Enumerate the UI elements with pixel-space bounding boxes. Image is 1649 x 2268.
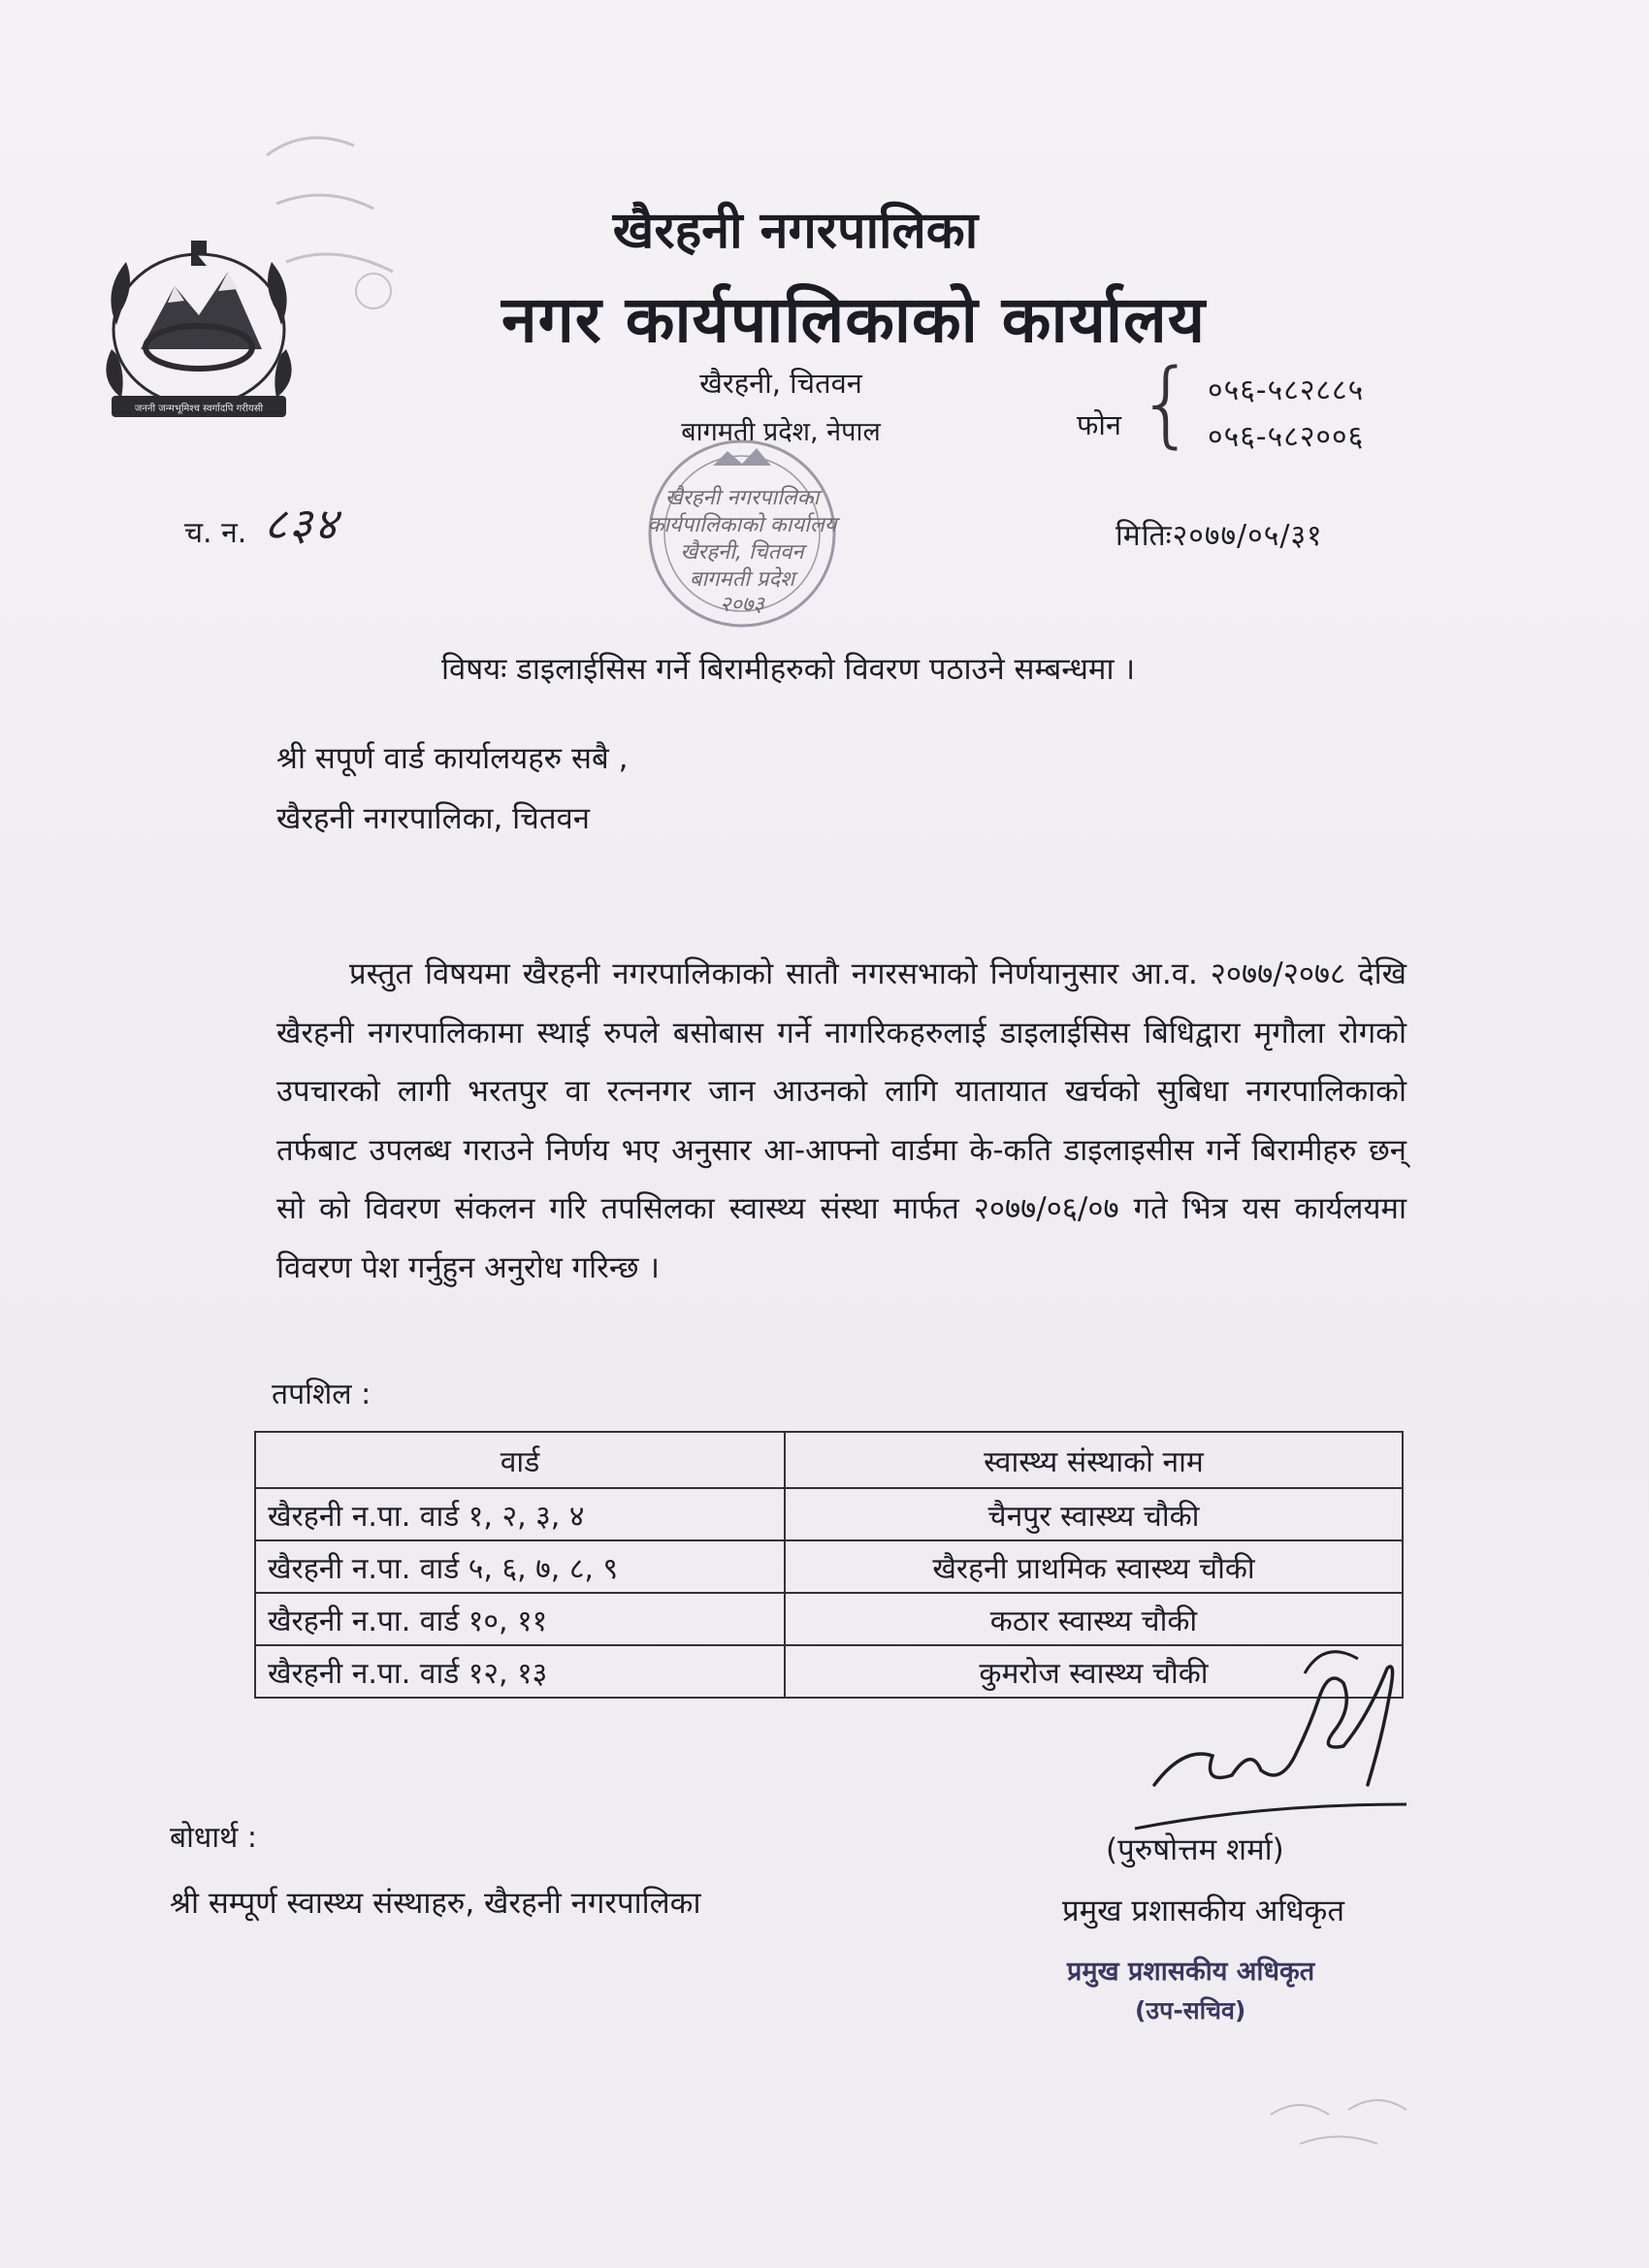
ward-cell: खैरहनी न.पा. वार्ड १०, ११ xyxy=(255,1593,785,1645)
office-title: नगर कार्यपालिकाको कार्यालय xyxy=(501,282,1206,357)
signatory-name: (पुरुषोत्तम शर्मा) xyxy=(1106,1832,1284,1867)
schedule-label: तपशिल : xyxy=(272,1377,372,1411)
phone-brace: { xyxy=(1137,349,1197,458)
institution-cell: चैनपुर स्वास्थ्य चौकी xyxy=(785,1488,1403,1540)
phone-label: फोन xyxy=(1077,408,1121,441)
registration-stamp-mark xyxy=(247,116,441,330)
svg-text:कार्यपालिकाको कार्यालय: कार्यपालिकाको कार्यालय xyxy=(647,513,837,537)
office-seal-stamp xyxy=(621,427,863,650)
table-header-row xyxy=(255,1432,1403,1488)
column-header-institution: स्वास्थ्य संस्थाको नाम xyxy=(785,1432,1403,1488)
addressee-line-2: खैरहनी नगरपालिका, चितवन xyxy=(276,801,590,836)
letter-body: प्रस्तुत विषयमा खैरहनी नगरपालिकाको सातौ नगरसभाको निर्णयानुसार आ.व. २०७७/२०७८ देखि खैरहनी नगरपालिकामा स्थाई रुपले बसोबास गर्ने नागरिकहरुलाई डाइलाईसिस बिधिद्वारा मृगौला रोगको उपचारको लागी भरतपुर वा रत्ननगर जान आउनको लागि यातायात खर्चको सुबिधा नगरपालिकाको तर्फबाट उपलब्ध गराउने निर्णय भए अनुसार आ-आफ्नो वार्डमा के-कति डाइलाइसीस गर्ने बिरामीहरु छन् सो को विवरण संकलन गरि तपसिलका स्वास्थ्य संस्था मार्फत २०७७/०६/०७ गते भित्र यस कार्यलयमा विवरण पेश गर्नुहुन अनुरोध गरिन्छ । xyxy=(276,956,1406,1285)
institution-cell: कुमरोज स्वास्थ्य चौकी xyxy=(785,1645,1403,1698)
designation-stamp-title: प्रमुख प्रशासकीय अधिकृत xyxy=(1067,1957,1315,1987)
municipality-title: खैरहनी नगरपालिका xyxy=(612,202,979,260)
designation-stamp-rank: (उप-सचिव) xyxy=(1135,1996,1246,2025)
emblem-caption: जननी जन्मभूमिश्च स्वर्गादपि गरीयसी xyxy=(134,404,264,414)
address-line-1: खैरहनी, चितवन xyxy=(699,367,862,400)
signatory-title: प्रमुख प्रशासकीय अधिकृत xyxy=(1062,1894,1345,1928)
svg-text:खैरहनी, चितवन: खैरहनी, चितवन xyxy=(680,540,804,565)
handwritten-signature xyxy=(1116,1639,1436,1833)
phone-number-1: ०५६-५८२८८५ xyxy=(1208,373,1365,407)
institution-cell: कठार स्वास्थ्य चौकी xyxy=(785,1593,1403,1645)
phone-number-2: ०५६-५८२००६ xyxy=(1208,420,1365,454)
table-row xyxy=(255,1488,1403,1540)
reference-number: ८३४ xyxy=(264,498,340,550)
table-row xyxy=(255,1540,1403,1593)
ward-cell: खैरहनी न.पा. वार्ड १, २, ३, ४ xyxy=(255,1488,785,1540)
svg-text:बागमती प्रदेश: बागमती प्रदेश xyxy=(689,567,795,592)
addressee-line-1: श्री सपूर्ण वार्ड कार्यालयहरु सबै , xyxy=(276,741,629,776)
column-header-ward: वार्ड xyxy=(255,1432,785,1488)
ward-cell: खैरहनी न.पा. वार्ड ५, ६, ७, ८, ९ xyxy=(255,1540,785,1593)
ward-cell: खैरहनी न.पा. वार्ड १२, १३ xyxy=(255,1645,785,1698)
cc-label: बोधार्थ : xyxy=(170,1821,257,1855)
reference-label: च. न. xyxy=(184,516,247,550)
letter-date: मितिः२०७७/०५/३१ xyxy=(1116,519,1323,553)
faint-ink-marks xyxy=(1261,2086,1436,2163)
institution-cell: खैरहनी प्राथमिक स्वास्थ्य चौकी xyxy=(785,1540,1403,1593)
svg-text:२०७३: २०७३ xyxy=(720,593,764,617)
subject-line: विषयः डाइलाईसिस गर्ने बिरामीहरुको विवरण पठाउने सम्बन्धमा । xyxy=(441,652,1136,687)
address-line-2: बागमती प्रदेश, नेपाल xyxy=(681,417,881,447)
cc-recipients: श्री सम्पूर्ण स्वास्थ्य संस्थाहरु, खैरहनी नगरपालिका xyxy=(170,1886,701,1921)
table-row xyxy=(255,1593,1403,1645)
svg-text:खैरहनी नगरपालिका: खैरहनी नगरपालिका xyxy=(664,486,820,510)
